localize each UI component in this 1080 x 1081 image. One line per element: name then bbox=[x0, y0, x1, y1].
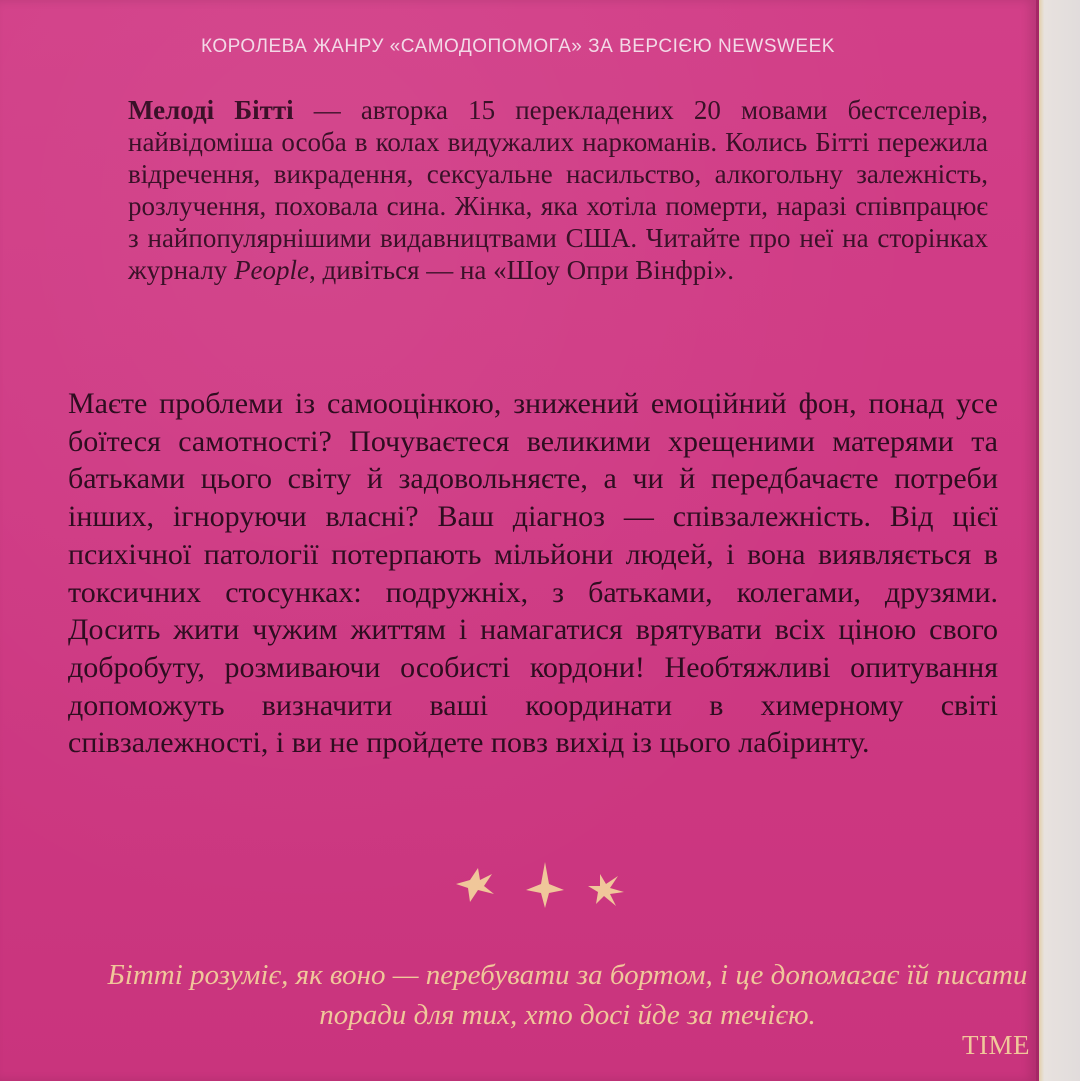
author-bio-text-2: , дивіться — на «Шоу Опри Вінфрі». bbox=[309, 255, 734, 285]
book-blurb: Маєте проблеми із самооцінкою, знижений емоційний фон, понад усе боїтеся самотності? Почуваєтеся великими хрещеними матерями та батьками цього світу й задовольняєте, а чи й передбачаєте потреби інших, ігноруючи власні? Ваш діагноз — співзалежність. Від цієї психічної патології потерпають мільйони людей, і вона виявляється в токсичних стосунках: подружніх, з батьками, колегами, друзями. Досить жити чужим життям і намагатися врятувати всіх ціною свого добробуту, розмиваючи особисті кордони! Необтяжливі опитування допоможуть визначити ваші координати в химерному світі співзалежності, і ви не пройдете повз вихід із цього лабіринту. bbox=[68, 387, 998, 760]
author-bio bbox=[128, 94, 988, 286]
starburst-icon bbox=[456, 868, 494, 902]
press-quote: Бітті розуміє, як воно — перебувати за бортом, і це допомагає їй писати поради для тих, хто досі йде за течією. bbox=[107, 959, 1028, 1031]
author-name: Мелоді Бітті bbox=[128, 95, 294, 125]
quote-source: TIME bbox=[962, 1030, 1030, 1060]
magazine-name: People bbox=[234, 255, 310, 285]
sparkle-icon bbox=[588, 874, 624, 906]
decorative-stars bbox=[448, 860, 628, 910]
star-icon bbox=[526, 862, 564, 908]
author-bio-text-1: — авторка 15 перекладених 20 мовами бестселерів, найвідоміша особа в колах видужалих наркоманів. Колись Бітті пережила відречення, викрадення, сексуальне насильство, алкогольну залежність, розлучення, поховала сина. Жінка, яка хотіла померти, наразі співпрацює з найпопулярнішими видавництвами США. Читайте про неї на сторінках журналу bbox=[128, 95, 988, 285]
cover-tagline: КОРОЛЕВА ЖАНРУ «САМОДОПОМОГА» ЗА ВЕРСІЄЮ NEWSWEEK bbox=[201, 36, 835, 57]
